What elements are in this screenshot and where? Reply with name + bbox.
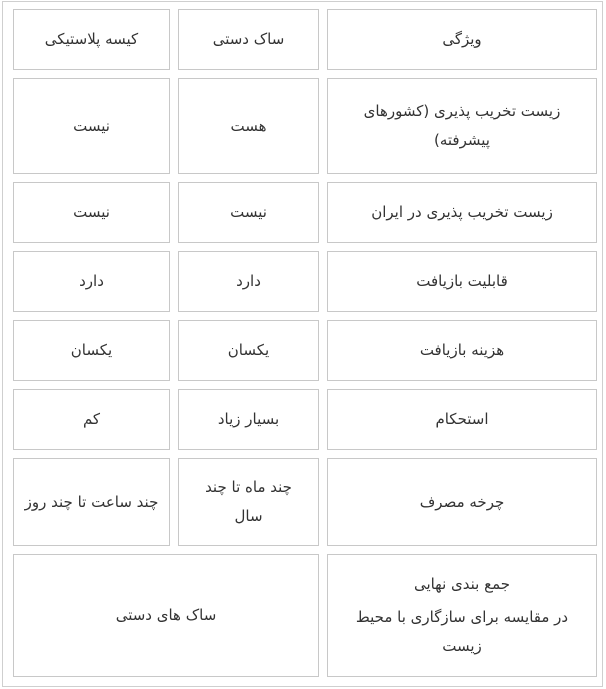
row-6-feature-cell — [327, 458, 597, 546]
row-3-handmade-bag: دارد — [236, 272, 261, 290]
row-4-handmade-bag-cell — [178, 320, 319, 381]
row-6-plastic-bag-cell — [13, 458, 170, 546]
row-6-plastic-bag: چند ساعت تا چند روز — [24, 492, 159, 511]
row-5-handmade-bag-cell — [178, 389, 319, 450]
summary-subtitle: در مقایسه برای سازگاری با محیط زیست — [355, 608, 569, 655]
row-1-feature-cell — [327, 78, 597, 174]
row-2-feature: زیست تخریب پذیری در ایران — [371, 203, 553, 221]
row-4-plastic-bag-cell — [13, 320, 170, 381]
row-5-plastic-bag-cell — [13, 389, 170, 450]
row-4-feature-cell — [327, 320, 597, 381]
header-feature-label: ویژگی — [442, 30, 482, 48]
row-5-handmade-bag: بسیار زیاد — [217, 410, 280, 428]
header-handmade-bag-cell — [178, 9, 319, 70]
header-handmade-bag-label: ساک دستی — [212, 30, 285, 48]
row-5-feature: استحکام — [435, 410, 489, 428]
row-4-plastic-bag: یکسان — [70, 341, 113, 359]
row-6-feature: چرخه مصرف — [419, 492, 505, 511]
row-3-plastic-bag-cell — [13, 251, 170, 312]
row-1-plastic-bag-cell — [13, 78, 170, 174]
row-5-plastic-bag: کم — [82, 410, 101, 428]
row-2-plastic-bag-cell — [13, 182, 170, 243]
row-3-plastic-bag: دارد — [79, 272, 104, 290]
row-2-feature-cell — [327, 182, 597, 243]
row-3-handmade-bag-cell — [178, 251, 319, 312]
row-5-feature-cell — [327, 389, 597, 450]
summary-winner: ساک های دستی — [115, 606, 217, 624]
summary-title-cell — [327, 554, 597, 677]
row-2-plastic-bag: نیست — [73, 203, 110, 221]
row-2-handmade-bag-cell — [178, 182, 319, 243]
row-6-handmade-bag-cell — [178, 458, 319, 546]
row-4-feature: هزینه بازیافت — [419, 341, 505, 359]
row-1-handmade-bag-cell — [178, 78, 319, 174]
summary-title: جمع بندی نهایی — [413, 575, 511, 593]
row-6-handmade-bag: چند ماه تا چند سال — [205, 478, 292, 525]
header-plastic-bag-cell — [13, 9, 170, 70]
row-1-feature: زیست تخریب پذیری (کشورهای پیشرفته) — [363, 102, 561, 149]
summary-winner-cell — [13, 554, 319, 677]
header-feature-cell — [327, 9, 597, 70]
row-1-plastic-bag: نیست — [73, 116, 110, 135]
row-2-handmade-bag: نیست — [230, 203, 267, 221]
row-4-handmade-bag: یکسان — [227, 341, 270, 359]
row-1-handmade-bag: هست — [230, 116, 267, 135]
row-3-feature: قابلیت بازیافت — [416, 272, 508, 290]
row-3-feature-cell — [327, 251, 597, 312]
header-plastic-bag-label: کیسه پلاستیکی — [44, 30, 139, 48]
summary-text-group — [338, 570, 586, 661]
